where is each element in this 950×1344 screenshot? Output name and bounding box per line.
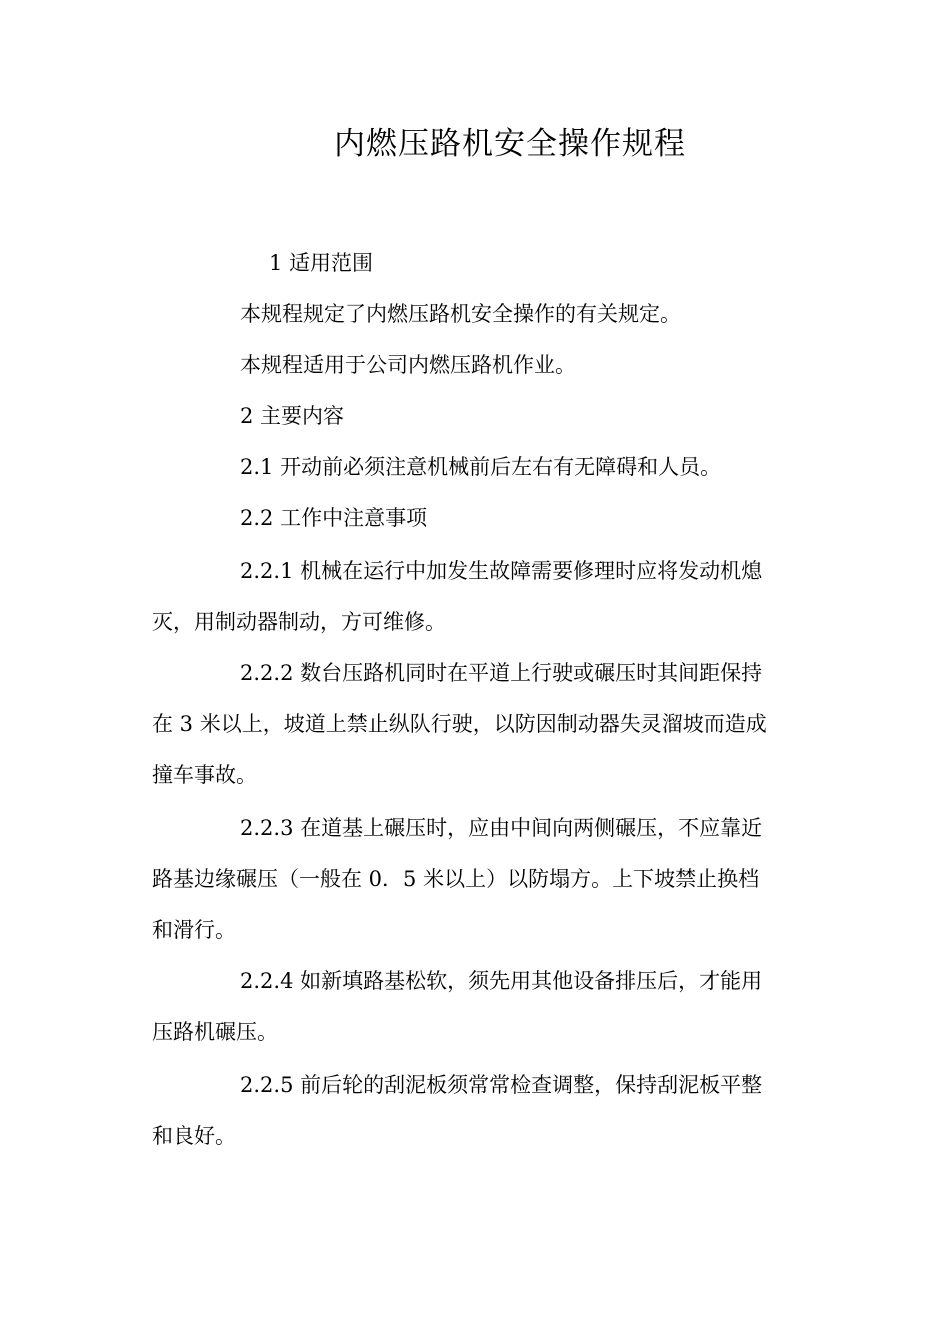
paragraph-line: 和良好。 bbox=[152, 1124, 236, 1148]
paragraph-line: 撞车事故。 bbox=[152, 763, 257, 787]
subsection-heading: 2.2 工作中注意事项 bbox=[240, 506, 428, 530]
paragraph-line: 和滑行。 bbox=[152, 918, 236, 942]
paragraph-line: 2.2.4 如新填路基松软，须先用其他设备排压后，才能用 bbox=[240, 969, 763, 993]
paragraph-line: 压路机碾压。 bbox=[152, 1020, 278, 1044]
paragraph-line: 本规程适用于公司内燃压路机作业。 bbox=[240, 353, 576, 377]
paragraph-line: 2.2.1 机械在运行中加发生故障需要修理时应将发动机熄 bbox=[240, 559, 763, 583]
paragraph-line: 灭，用制动器制动，方可维修。 bbox=[152, 610, 446, 634]
paragraph-line: 2.2.5 前后轮的刮泥板须常常检查调整，保持刮泥板平整 bbox=[240, 1073, 763, 1097]
section-heading-scope: 1 适用范围 bbox=[269, 251, 374, 275]
paragraph-line: 在 3 米以上，坡道上禁止纵队行驶，以防因制动器失灵溜坡而造成 bbox=[152, 712, 767, 736]
paragraph-line: 2.2.2 数台压路机同时在平道上行驶或碾压时其间距保持 bbox=[240, 661, 763, 685]
paragraph-line: 路基边缘碾压（一般在 0．5 米以上）以防塌方。上下坡禁止换档 bbox=[152, 867, 760, 891]
paragraph-line: 2.1 开动前必须注意机械前后左右有无障碍和人员。 bbox=[240, 455, 722, 479]
paragraph-line: 2.2.3 在道基上碾压时，应由中间向两侧碾压，不应靠近 bbox=[240, 816, 763, 840]
section-heading-main-content: 2 主要内容 bbox=[240, 404, 345, 428]
paragraph-line: 本规程规定了内燃压路机安全操作的有关规定。 bbox=[240, 302, 681, 326]
document-title: 内燃压路机安全操作规程 bbox=[334, 126, 686, 162]
